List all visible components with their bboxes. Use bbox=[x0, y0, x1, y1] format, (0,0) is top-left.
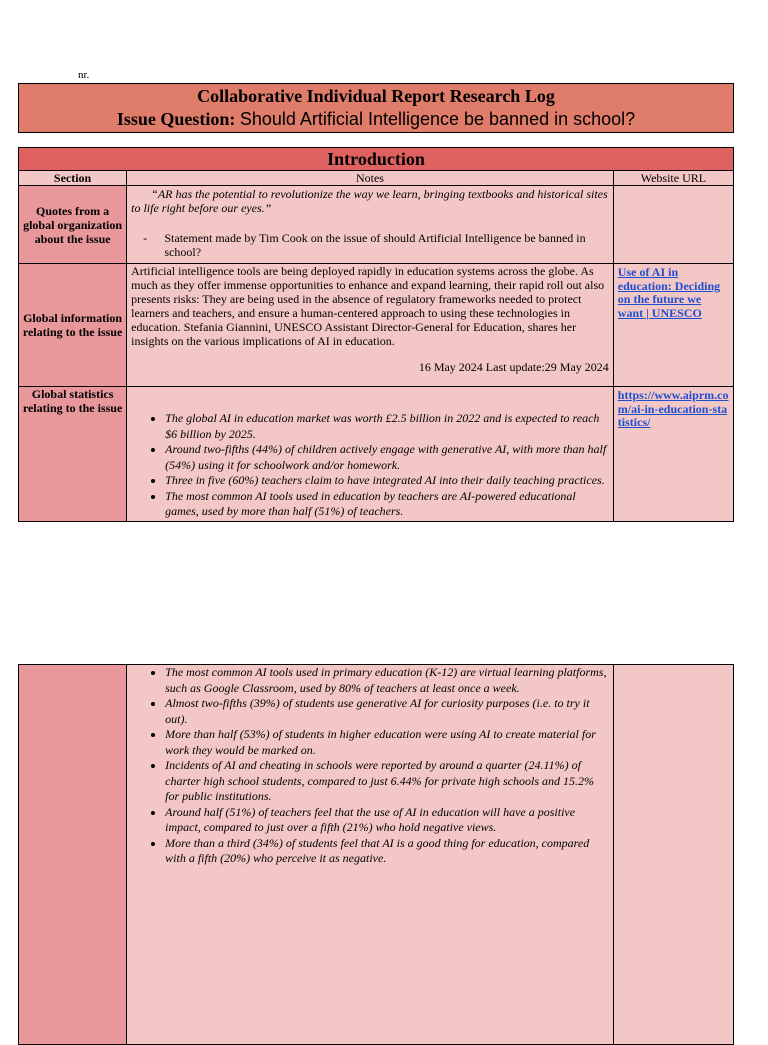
aiprm-link[interactable]: https://www.aiprm.com/ai-in-education-statistics/ bbox=[617, 388, 729, 429]
list-item: • The most common AI tools used in education by teachers are AI-powered educational games, used by more than half (51%) of teachers. bbox=[165, 489, 609, 520]
introduction-heading: Introduction bbox=[19, 148, 734, 171]
notes-global-stats bbox=[127, 387, 614, 522]
global-info-date: 16 May 2024 Last update:29 May 2024 bbox=[418, 360, 609, 374]
url-global-info bbox=[613, 264, 733, 387]
column-header-url: Website URL bbox=[613, 171, 733, 186]
list-item: • More than half (53%) of students in higher education were using AI to create material for work they would be marked on. bbox=[165, 727, 609, 758]
list-item: • Three in five (60%) teachers claim to have integrated AI into their daily teaching practices. bbox=[165, 473, 609, 489]
column-header-section: Section bbox=[19, 171, 127, 186]
url-quotes bbox=[613, 186, 733, 264]
url-continued bbox=[613, 665, 733, 1045]
issue-question-label: Issue Question: bbox=[116, 109, 236, 129]
list-item: • The global AI in education market was worth £2.5 billion in 2022 and is expected to reach $6 billion by 2025. bbox=[165, 411, 609, 442]
table-row-global-stats bbox=[19, 387, 734, 522]
attribution-text: Statement made by Tim Cook on the issue of should Artificial Intelligence be banned in school? bbox=[164, 231, 586, 259]
research-log-table bbox=[18, 147, 734, 522]
section-global-info: Global information relating to the issue bbox=[19, 264, 127, 387]
dash-marker: - bbox=[143, 231, 148, 245]
column-header-notes: Notes bbox=[127, 171, 614, 186]
list-item: • Almost two-fifths (39%) of students use generative AI for curiosity purposes (i.e. to try it out). bbox=[165, 696, 609, 727]
document-title: Collaborative Individual Report Research Log bbox=[18, 83, 734, 109]
page-number-label: nr. bbox=[78, 69, 90, 81]
stats-list-page2 bbox=[131, 665, 609, 867]
issue-question-bar bbox=[18, 107, 734, 133]
list-item: • Around two-fifths (44%) of children actively engage with generative AI, with more than half (54%) using it for schoolwork and/or homework. bbox=[165, 442, 609, 473]
notes-global-stats-continued bbox=[127, 665, 614, 1045]
issue-question-text: Should Artificial Intelligence be banned in school? bbox=[239, 109, 636, 129]
quote-text: “AR has the potential to revolutionize the way we learn, bringing textbooks and historical sites to life right before our eyes.” bbox=[131, 187, 608, 215]
quote-attribution bbox=[131, 231, 609, 259]
research-log-table-continued bbox=[18, 664, 734, 1045]
table-row-global-info bbox=[19, 264, 734, 387]
list-item: • Around half (51%) of teachers feel that the use of AI in education will have a positive impact, compared to just over a fifth (21%) who hold negative views. bbox=[165, 805, 609, 836]
table-row-global-stats-continued bbox=[19, 665, 734, 1045]
notes-global-info bbox=[127, 264, 614, 387]
section-global-stats: Global statistics relating to the issue bbox=[19, 387, 127, 522]
section-continued bbox=[19, 665, 127, 1045]
stats-list-page1 bbox=[131, 411, 609, 520]
section-quotes: Quotes from a global organization about the issue bbox=[19, 186, 127, 264]
notes-quotes bbox=[127, 186, 614, 264]
list-item: • More than a third (34%) of students feel that AI is a good thing for education, compared with a fifth (20%) who perceive it as negative. bbox=[165, 836, 609, 867]
unesco-link[interactable]: Use of AI in education: Deciding on the future we want | UNESCO bbox=[617, 265, 721, 320]
url-global-stats bbox=[613, 387, 733, 522]
global-info-text: Artificial intelligence tools are being deployed rapidly in education systems across the globe. As much as they offer immense opportunities to enhance and expand learning, their rapid roll out also presents risks: They are being used in the absence of regulatory frameworks needed to protect learners and teachers, and ensure a human-centered approach to using these technologies in education. Stefania Giannini, UNESCO Assistant Director-General for Education, shares her insights on the various implications of AI in education. bbox=[131, 264, 605, 348]
list-item: • The most common AI tools used in primary education (K-12) are virtual learning platforms, such as Google Classroom, used by 80% of teachers at least once a week. bbox=[165, 665, 609, 696]
table-row-quotes bbox=[19, 186, 734, 264]
list-item: • Incidents of AI and cheating in schools were reported by around a quarter (24.11%) of charter high school students, compared to just 6.44% for private high schools and 15.2% for public institutions. bbox=[165, 758, 609, 805]
